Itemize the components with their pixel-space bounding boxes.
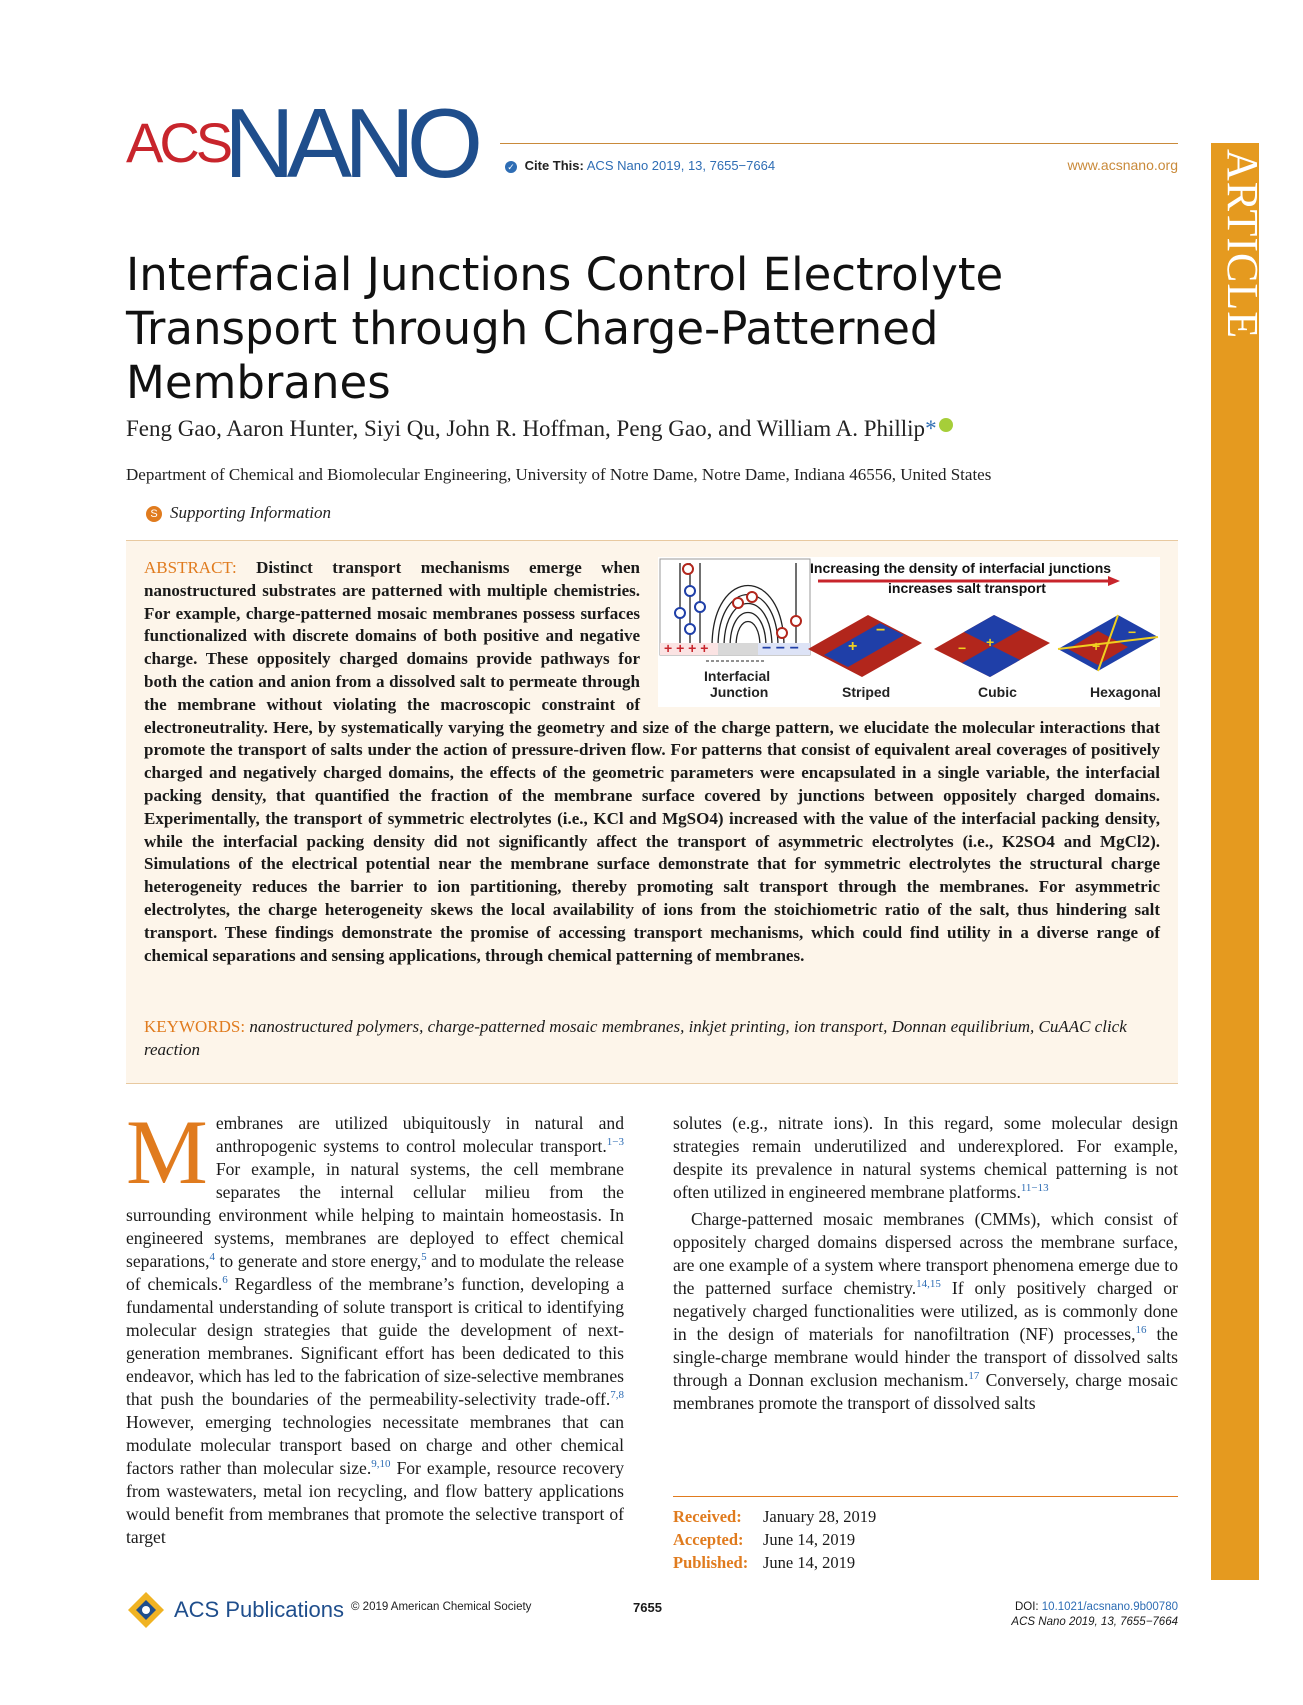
text-run: Conversely, charge mosaic membranes promote the transport of dissolved salts xyxy=(673,1370,1178,1413)
citation-ref[interactable]: 7,8 xyxy=(610,1389,624,1402)
citation-ref[interactable]: 17 xyxy=(968,1370,980,1383)
svg-text:−: − xyxy=(958,640,967,656)
date-value: January 28, 2019 xyxy=(763,1507,877,1526)
label-cubic: Cubic xyxy=(978,684,1017,700)
label-striped: Striped xyxy=(842,684,891,700)
cite-this[interactable] xyxy=(505,158,775,173)
svg-text:+: + xyxy=(986,634,995,650)
abstract-text: Distinct transport mechanisms emerge when nanostructured substrates are patterned with multiple chemistries. For example, charge-patterned mosaic membranes possess surfaces functionalized with discrete domains of both positive and negative charge. These oppositely charged domains provide pathways for both the cation and anion from a dissolved salt to permeate through the membrane without violating the macroscopic constraint of electroneutrality. Here, by systematically varying the geometry and size of the charge pattern, we elucidate the molecular interactions that promote the transport of salts under the action of pressure-driven flow. For patterns that consist of equivalent areal coverages of positively charged and negatively charged domains, the effects of the geometric parameters were encapsulated in a single variable, the interfacial packing density, that quantified the fraction of the membrane surface covered by junctions between oppositely charged domains. Experimentally, the transport of symmetric electrolytes (i.e., KCl and MgSO4) increased with the value of the interfacial packing density, while the interfacial packing density did not significantly affect the transport of asymmetric electrolytes (i.e., K2SO4 and MgCl2). Simulations of the electrical potential near the membrane surface demonstrate that for symmetric electrolytes the structural charge heterogeneity reduces the barrier to ion partitioning, thereby promoting salt transport through the membranes. For asymmetric electrolytes, the charge heterogeneity skews the local availability of ions from the stoichiometric ratio of the salt, thus hindering salt transport. These findings demonstrate the promise of accessing transport mechanisms, which could find utility in a diverse range of chemical separations and sensing applications, through chemical patterning of membranes. xyxy=(144,558,1160,965)
citation-ref[interactable]: 6 xyxy=(222,1274,228,1287)
supporting-information[interactable] xyxy=(146,503,331,523)
svg-text:+ + + +: + + + + xyxy=(664,640,709,656)
junction-label-line1: Interfacial xyxy=(704,668,771,684)
keywords xyxy=(144,1015,1160,1061)
date-received xyxy=(673,1505,876,1528)
figure-title-line1: Increasing the density of interfacial junctions xyxy=(810,560,1112,576)
svg-text:−: − xyxy=(876,622,886,639)
date-key: Accepted: xyxy=(673,1530,744,1549)
text-run: the single-charge membrane would hinder the transport of dissolved salts through a Donnan exclusion mechanism. xyxy=(673,1324,1178,1390)
article-title: Interfacial Junctions Control Electrolyte Transport through Charge-Patterned Membranes xyxy=(126,248,1004,409)
cite-label: Cite This: xyxy=(524,158,584,173)
cubic-membrane xyxy=(934,615,1050,677)
header-rule xyxy=(500,143,1178,144)
intro-paragraph xyxy=(126,1101,625,1549)
date-accepted xyxy=(673,1528,876,1551)
citation-ref[interactable]: 11−13 xyxy=(1020,1182,1049,1195)
text-run: Regardless of the membrane’s function, developing a fundamental understanding of solute transport is critical to identifying molecular design strategies that guide the development of next-generation membranes. Significant effort has been dedicated to this endeavor, which has led to the fabrication of size-selective membranes that push the boundaries of the permeability-selectivity trade-off. xyxy=(126,1274,625,1409)
orcid-icon[interactable] xyxy=(939,418,953,432)
publisher-name: ACS Publications xyxy=(174,1597,344,1622)
abstract xyxy=(144,557,1160,967)
dropcap: M xyxy=(126,1101,208,1203)
journal-logo xyxy=(126,88,501,198)
cite-reference[interactable]: ACS Nano 2019, 13, 7655−7664 xyxy=(586,158,776,173)
copyright: © 2019 American Chemical Society xyxy=(351,1601,532,1613)
date-value: June 14, 2019 xyxy=(763,1530,856,1549)
corresponding-author-mark[interactable]: * xyxy=(925,416,937,441)
supporting-info-label[interactable]: Supporting Information xyxy=(170,503,332,522)
article-side-tab xyxy=(1211,143,1267,1580)
svg-text:+: + xyxy=(1092,638,1101,654)
dates-rule xyxy=(673,1496,1178,1497)
date-key: Published: xyxy=(673,1553,749,1572)
authors xyxy=(126,416,953,442)
date-published xyxy=(673,1551,876,1574)
toc-graphic-svg xyxy=(658,557,1160,707)
text-run: For example, resource recovery from wastewaters, metal ion recycling, and flow battery applications would benefit from membranes that promote the selective transport of target xyxy=(126,1458,624,1547)
check-icon: ✓ xyxy=(505,161,517,173)
citation-ref[interactable]: 1−3 xyxy=(606,1136,624,1149)
logo-acs: ACS xyxy=(126,111,230,174)
journal-website-link[interactable]: www.acsnano.org xyxy=(1067,157,1178,173)
text-run: Charge-patterned mosaic membranes (CMMs), which consist of oppositely charged domains dispersed across the membrane surface, are one example of a system where transport phenomena emerge due to the patterned surface chemistry. xyxy=(673,1209,1178,1298)
svg-text:− − −: − − − xyxy=(762,640,799,657)
label-hexagonal: Hexagonal xyxy=(1090,684,1160,700)
page-number: 7655 xyxy=(633,1600,662,1615)
citation-ref[interactable]: 5 xyxy=(421,1251,427,1264)
doi-label: DOI: xyxy=(1014,1601,1039,1613)
abstract-box xyxy=(126,540,1178,1084)
citation-ref[interactable]: 4 xyxy=(209,1251,216,1264)
text-run: to generate and store energy, xyxy=(215,1251,422,1271)
junction-label-line2: Junction xyxy=(710,684,769,700)
keywords-text: nanostructured polymers, charge-patterned mosaic membranes, inkjet printing, ion transport, Donnan equilibrium, CuAAC click reaction xyxy=(144,1017,1127,1059)
toc-graphic xyxy=(658,557,1160,707)
logo-nano: NANO xyxy=(224,88,476,198)
side-tab-label: ARTICLE xyxy=(1218,149,1267,340)
publication-dates xyxy=(673,1505,876,1574)
date-value: June 14, 2019 xyxy=(763,1553,856,1572)
abstract-heading: ABSTRACT: xyxy=(144,558,237,577)
affiliation: Department of Chemical and Biomolecular Engineering, University of Notre Dame, Notre Dame, Indiana 46556, United States xyxy=(126,465,992,484)
hexagonal-membrane xyxy=(1058,615,1158,671)
text-run: However, emerging technologies necessitate membranes that can modulate molecular transport based on charge and other chemical factors rather than molecular size. xyxy=(126,1412,624,1478)
text-run: solutes (e.g., nitrate ions). In this regard, some molecular design strategies remain underutilized and underexplored. For example, despite its prevalence in natural systems chemical patterning is not often utilized in engineered membrane platforms. xyxy=(673,1113,1178,1202)
doi-block xyxy=(1011,1600,1178,1630)
citation-ref[interactable]: 16 xyxy=(1135,1324,1147,1337)
body-column-right xyxy=(673,1112,1178,1415)
text-run: If only positively charged or negatively charged functionalities were utilized, as is commonly done in the design of materials for nanofiltration (NF) processes, xyxy=(673,1278,1178,1344)
date-key: Received: xyxy=(673,1507,742,1526)
text-run: embranes are utilized ubiquitously in natural and anthropogenic systems to control molecular transport. xyxy=(215,1113,624,1156)
doi-link[interactable]: 10.1021/acsnano.9b00780 xyxy=(1041,1601,1178,1613)
figure-title-line2: increases salt transport xyxy=(888,580,1046,596)
paragraph-continued xyxy=(673,1112,1178,1204)
journal-reference: ACS Nano 2019, 13, 7655−7664 xyxy=(1011,1616,1178,1628)
acs-seal-icon xyxy=(126,1590,166,1630)
acs-publications-logo[interactable] xyxy=(126,1590,344,1630)
svg-text:−: − xyxy=(1128,624,1137,640)
supporting-info-icon: S xyxy=(146,506,162,522)
svg-text:+: + xyxy=(848,638,858,655)
body-column-left xyxy=(126,1101,625,1549)
citation-ref[interactable]: 9,10 xyxy=(371,1458,391,1471)
text-run: For example, in natural systems, the cell membrane separates the internal cellular milieu from the surrounding environment while helping to maintain homeostasis. In engineered systems, membranes are deployed to effect chemical separations, xyxy=(126,1159,624,1271)
author-list: Feng Gao, Aaron Hunter, Siyi Qu, John R. Hoffman, Peng Gao, and William A. Phillip xyxy=(126,416,926,441)
text-run: and to modulate the release of chemicals. xyxy=(126,1251,624,1294)
citation-ref[interactable]: 14,15 xyxy=(916,1278,941,1291)
keywords-heading: KEYWORDS: xyxy=(144,1017,246,1036)
striped-membrane xyxy=(808,615,922,677)
paragraph-cmm xyxy=(673,1208,1178,1415)
